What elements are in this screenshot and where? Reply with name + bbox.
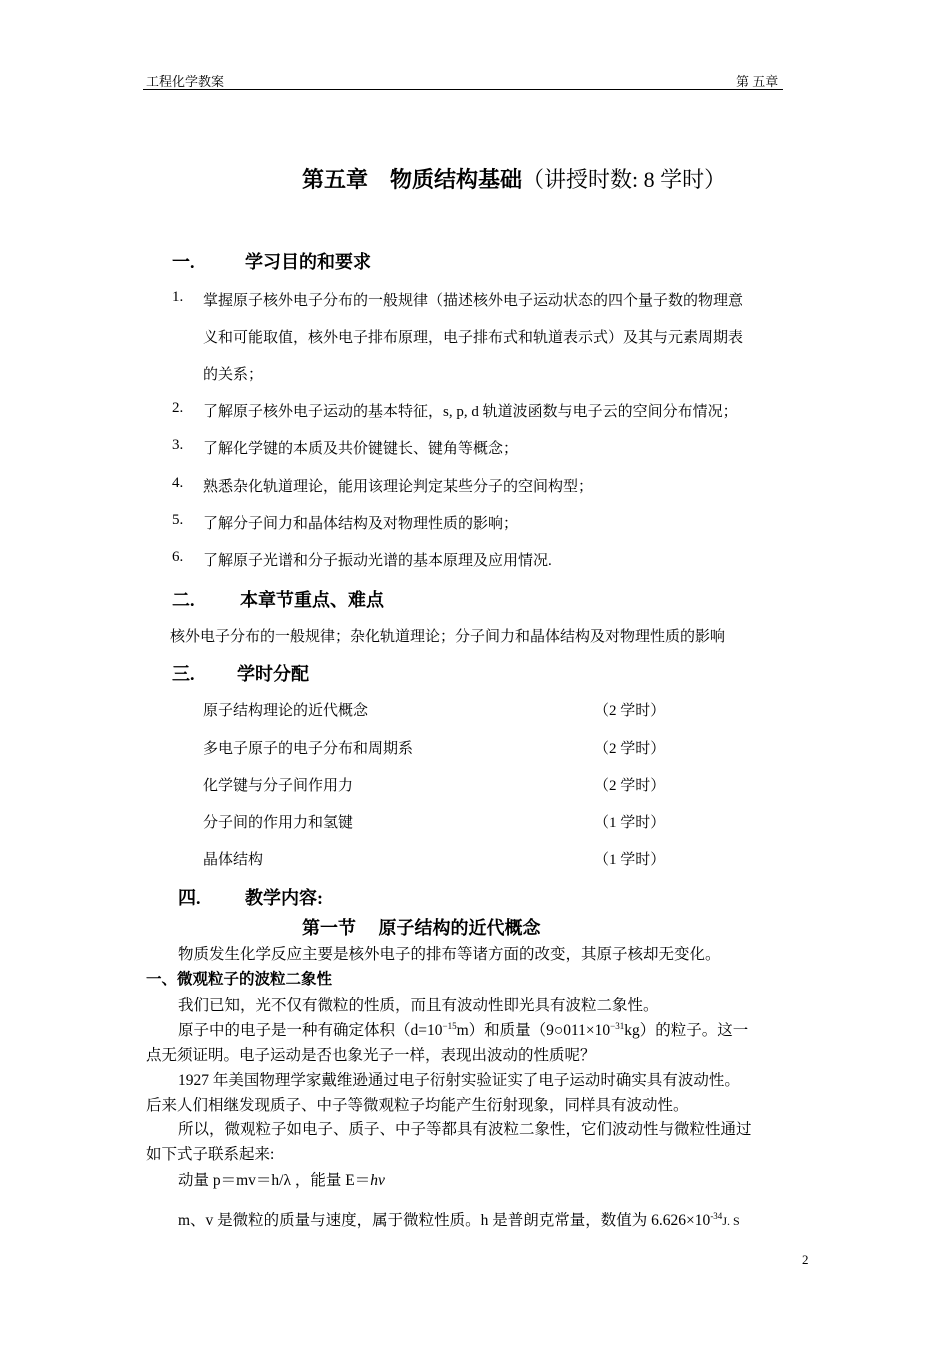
- item-text: 了解化学键的本质及共价键键长、键角等概念；: [203, 441, 519, 457]
- section3-title: 学时分配: [237, 664, 309, 684]
- section2-title: 本章节重点、难点: [240, 590, 384, 610]
- item-number: 4.: [172, 475, 184, 491]
- header-rule: [143, 89, 783, 90]
- item-text: 了解分子间力和晶体结构及对物理性质的影响；: [203, 516, 519, 532]
- item-number: 6.: [172, 549, 184, 565]
- schedule-topic: 分子间的作用力和氢键: [203, 815, 354, 831]
- section1-number: 一.: [172, 252, 195, 272]
- paragraph-segment: m）和质量（9○011×10: [456, 1022, 611, 1039]
- section1-title: 学习目的和要求: [245, 252, 371, 272]
- paragraph-line: 所以，微观粒子如电子、质子、中子等都具有波粒二象性，它们波动性与微粒性通过: [178, 1121, 752, 1138]
- formula-text: 动量 p＝mv＝h/λ ，能量 E＝: [178, 1172, 371, 1189]
- paragraph-segment: 原子中的电子是一种有确定体积（d=10: [178, 1022, 443, 1039]
- paragraph-line: 如下式子联系起来:: [146, 1146, 275, 1163]
- schedule-topic: 多电子原子的电子分布和周期系: [203, 741, 414, 757]
- schedule-hours: （1 学时）: [594, 815, 666, 831]
- paragraph-line: 后来人们相继发现质子、中子等微观粒子均能产生衍射现象，同样具有波动性。: [146, 1097, 689, 1114]
- chapter-title-hours: （讲授时数: 8 学时）: [522, 167, 727, 192]
- topic-heading: 一、微观粒子的波粒二象性: [146, 971, 333, 988]
- paragraph-segment: m、v 是微粒的质量与速度，属于微粒性质。h 是普朗克常量，数值为 6.626×10: [178, 1212, 711, 1229]
- superscript: −15: [442, 1020, 457, 1031]
- superscript: -34: [710, 1210, 723, 1221]
- schedule-topic: 晶体结构: [203, 852, 264, 868]
- schedule-topic: 原子结构理论的近代概念: [203, 703, 369, 719]
- formula-line: [178, 1168, 385, 1190]
- schedule-hours: （1 学时）: [594, 852, 666, 868]
- item-number: 3.: [172, 437, 184, 453]
- paragraph-segment: J. S: [722, 1214, 740, 1228]
- paragraph-line: [178, 1208, 740, 1230]
- paragraph-line: 我们已知，光不仅有微粒的性质，而且有波动性即光具有波粒二象性。: [178, 997, 659, 1014]
- schedule-topic: 化学键与分子间作用力: [203, 778, 354, 794]
- chapter-title: [302, 163, 726, 194]
- header-right: 第 五章: [736, 74, 779, 89]
- paragraph-line: 1927 年美国物理学家戴维逊通过电子衍射实验证实了电子运动时确实具有波动性。: [178, 1072, 740, 1089]
- intro-paragraph: 物质发生化学反应主要是核外电子的排布等诸方面的改变，其原子核却无变化。: [178, 946, 721, 963]
- item-text: 掌握原子核外电子分布的一般规律（描述核外电子运动状态的四个量子数的物理意: [203, 293, 744, 309]
- section2-text: 核外电子分布的一般规律；杂化轨道理论；分子间力和晶体结构及对物理性质的影响: [170, 629, 726, 645]
- section4-number: 四.: [178, 888, 201, 908]
- section3-number: 三.: [172, 664, 195, 684]
- formula-hv: hv: [370, 1172, 385, 1189]
- chapter-title-main: 第五章 物质结构基础: [302, 167, 523, 192]
- item-text: 了解原子核外电子运动的基本特征，s, p, d 轨道波函数与电子云的空间分布情况；: [203, 404, 738, 420]
- schedule-hours: （2 学时）: [594, 778, 666, 794]
- paragraph-line: [178, 1018, 748, 1040]
- section2-number: 二.: [172, 590, 195, 610]
- paragraph-line: 点无须证明。电子运动是否也象光子一样，表现出波动的性质呢？: [146, 1047, 596, 1064]
- item-text: 了解原子光谱和分子振动光谱的基本原理及应用情况.: [203, 553, 552, 569]
- schedule-hours: （2 学时）: [594, 741, 666, 757]
- header-left: 工程化学教案: [146, 74, 225, 89]
- item-text: 熟悉杂化轨道理论，能用该理论判定某些分子的空间构型；: [203, 479, 594, 495]
- section4-title: 教学内容:: [245, 888, 323, 908]
- page-number: 2: [802, 1252, 809, 1267]
- superscript: −31: [610, 1020, 625, 1031]
- subsection-title: 第一节 原子结构的近代概念: [302, 918, 541, 938]
- schedule-hours: （2 学时）: [594, 703, 666, 719]
- item-number: 1.: [172, 289, 184, 305]
- item-number: 5.: [172, 512, 184, 528]
- paragraph-segment: kg）的粒子。这一: [624, 1022, 749, 1039]
- item-number: 2.: [172, 400, 184, 416]
- item-text: 的关系；: [203, 367, 264, 383]
- item-text: 义和可能取值，核外电子排布原理，电子排布式和轨道表示式）及其与元素周期表: [203, 330, 744, 346]
